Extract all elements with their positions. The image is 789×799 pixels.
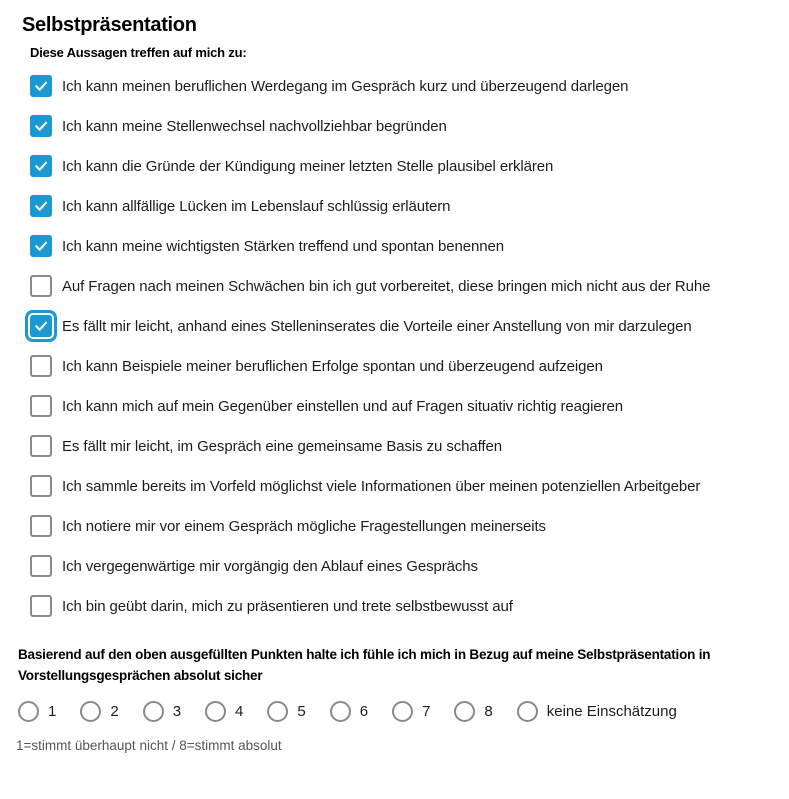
rating-question: Basierend auf den oben ausgefüllten Punkten halte ich fühle ich mich in Bezug auf meine Selbstpräsentation in Vorstellungsgesprächen absolut sicher (18, 647, 711, 683)
checkbox-item (30, 554, 767, 579)
radio-label: 6 (359, 702, 369, 720)
checkbox-item (30, 274, 767, 299)
radio-circle[interactable] (517, 701, 538, 722)
checkbox-label: Ich kann meine wichtigsten Stärken treffend und spontan benennen (62, 238, 504, 255)
checkmark-icon (33, 318, 49, 334)
rating-option-no-estimate[interactable] (517, 701, 677, 722)
page-title: Selbstpräsentation (22, 14, 197, 36)
checkbox[interactable] (30, 115, 52, 137)
rating-option-2[interactable] (80, 701, 118, 722)
checkbox-label: Ich kann mich auf mein Gegenüber einstellen und auf Fragen situativ richtig reagieren (62, 398, 623, 415)
checkbox-item (30, 474, 767, 499)
checkbox-item (30, 194, 767, 219)
checkbox-item (30, 514, 767, 539)
checkbox-label: Auf Fragen nach meinen Schwächen bin ich gut vorbereitet, diese bringen mich nicht aus der Ruhe (62, 278, 711, 295)
checkbox-label: Ich kann Beispiele meiner beruflichen Erfolge spontan und überzeugend aufzeigen (62, 358, 603, 375)
checkbox-label: Ich kann allfällige Lücken im Lebenslauf schlüssig erläutern (62, 198, 451, 215)
checkbox-label: Es fällt mir leicht, anhand eines Stelleninserates die Vorteile einer Anstellung von mir darzulegen (62, 318, 692, 335)
checkmark-icon (33, 118, 49, 134)
radio-label: 7 (422, 702, 431, 720)
checkmark-icon (33, 198, 49, 214)
rating-option-8[interactable] (454, 701, 492, 722)
checkbox[interactable] (30, 155, 52, 177)
radio-label: 2 (110, 702, 119, 720)
checkbox-item (30, 74, 767, 99)
checkbox[interactable] (30, 355, 52, 377)
checkmark-icon (33, 238, 49, 254)
radio-label: 4 (235, 702, 244, 720)
checkbox[interactable] (30, 555, 52, 577)
radio-circle[interactable] (80, 701, 101, 722)
checkbox-label: Ich kann meinen beruflichen Werdegang im Gespräch kurz und überzeugend darlegen (62, 78, 629, 95)
radio-label: 1 (48, 702, 57, 720)
checkbox[interactable] (30, 435, 52, 457)
radio-circle[interactable] (454, 701, 475, 722)
rating-option-5[interactable] (267, 701, 305, 722)
checkbox-item (30, 394, 767, 419)
checkbox-item (30, 354, 767, 379)
section-instruction: Diese Aussagen treffen auf mich zu: (30, 45, 247, 60)
checkbox-item (30, 234, 767, 259)
rating-option-4[interactable] (205, 701, 243, 722)
checkbox-label: Ich vergegenwärtige mir vorgängig den Ablauf eines Gesprächs (62, 558, 478, 575)
checkbox[interactable] (30, 75, 52, 97)
radio-label: keine Einschätzung (546, 702, 677, 720)
checkbox[interactable] (30, 595, 52, 617)
scale-legend: 1=stimmt überhaupt nicht / 8=stimmt absolut (16, 738, 282, 753)
radio-circle[interactable] (267, 701, 288, 722)
rating-option-6[interactable] (330, 701, 368, 722)
checkbox-item (30, 434, 767, 459)
checkbox-item (30, 314, 767, 339)
rating-option-3[interactable] (143, 701, 181, 722)
checkbox[interactable] (30, 395, 52, 417)
checkbox-label: Ich sammle bereits im Vorfeld möglichst viele Informationen über meinen potenziellen Arbeitgeber (62, 478, 701, 495)
checkbox-label: Ich notiere mir vor einem Gespräch mögliche Fragestellungen meinerseits (62, 518, 546, 535)
radio-circle[interactable] (330, 701, 351, 722)
radio-circle[interactable] (205, 701, 226, 722)
rating-option-1[interactable] (18, 701, 56, 722)
checkbox-list (22, 74, 769, 619)
checkmark-icon (33, 78, 49, 94)
checkbox-item (30, 154, 767, 179)
radio-label: 8 (484, 702, 493, 720)
checkbox[interactable] (30, 315, 52, 337)
radio-label: 5 (297, 702, 306, 720)
checkbox-item (30, 594, 767, 619)
checkbox[interactable] (30, 235, 52, 257)
checkbox-label: Es fällt mir leicht, im Gespräch eine gemeinsame Basis zu schaffen (62, 438, 502, 455)
radio-label: 3 (172, 702, 182, 720)
radio-circle[interactable] (392, 701, 413, 722)
checkbox[interactable] (30, 475, 52, 497)
checkbox-item (30, 114, 767, 139)
radio-circle[interactable] (143, 701, 164, 722)
checkbox[interactable] (30, 275, 52, 297)
rating-option-7[interactable] (392, 701, 430, 722)
checkbox-label: Ich kann die Gründe der Kündigung meiner letzten Stelle plausibel erklären (62, 158, 554, 175)
rating-scale (18, 701, 769, 722)
checkbox-label: Ich kann meine Stellenwechsel nachvollziehbar begründen (62, 118, 447, 135)
checkbox[interactable] (30, 195, 52, 217)
checkbox-label: Ich bin geübt darin, mich zu präsentieren und trete selbstbewusst auf (62, 598, 513, 615)
checkbox[interactable] (30, 515, 52, 537)
radio-circle[interactable] (18, 701, 39, 722)
checkmark-icon (33, 158, 49, 174)
